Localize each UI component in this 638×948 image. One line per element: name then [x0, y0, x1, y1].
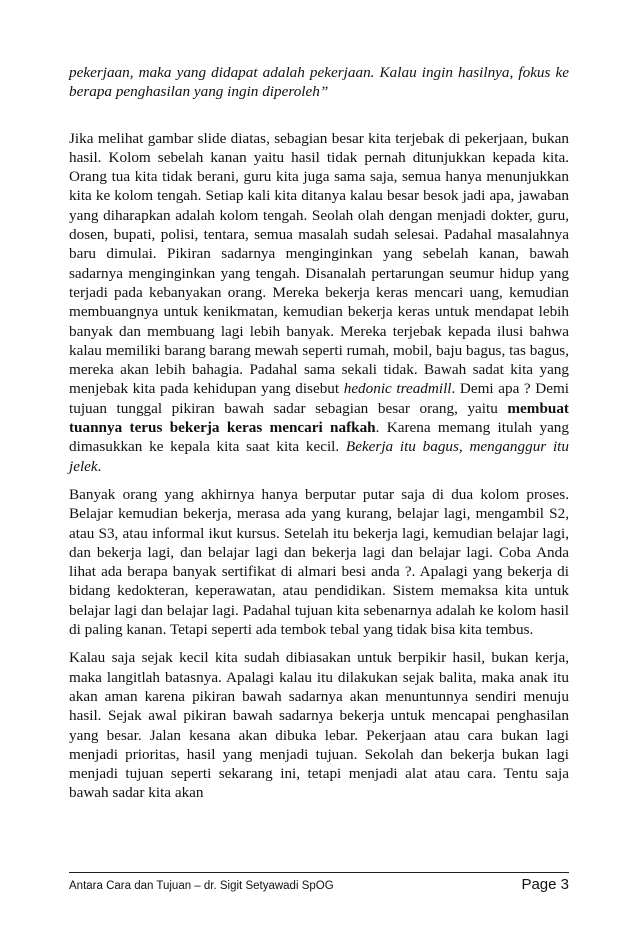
- footer-rule: [69, 872, 569, 873]
- paragraph-1: [69, 129, 569, 476]
- paragraph-1-text-d: .: [97, 457, 102, 475]
- page-number: Page 3: [521, 876, 569, 893]
- bold-phrase: membuat tuannya terus bekerja keras mencari nafkah: [69, 399, 569, 437]
- body-text: [69, 63, 569, 803]
- paragraph-1-text-a: Jika melihat gambar slide diatas, sebagian besar kita terjebak di pekerjaan, bukan hasil. Kolom sebelah kanan yaitu hasil tidak pernah ditunjukkan kepada kita. Orang tua kita tidak berani, guru kita juga sama saja, semua hanya menunjukkan kita ke kolom tengah. Setiap kali kita ditanya kalau besar besok jadi apa, jawaban yang diharapkan adalah kolom tengah. Seolah olah dengan menjadi dokter, guru, dosen, bupati, polisi, tentara, semua masalah sudah selesai. Padahal masalahnya baru dimulai. Pikiran sadarnya menginginkan yang sebelah kanan, bawah sadarnya menginginkan yang tengah. Disanalah pertarungan seumur hidup yang terjadi pada kebanyakan orang. Mereka bekerja keras mencari uang, kemudian membuangnya untuk kenikmatan, kemudian bekerja keras untuk mendapat lebih banyak dan membuang lagi lebih banyak. Mereka terjebak kepada ilusi bahwa kalau memiliki barang barang mewah seperti rumah, mobil, baju bagus, tas bagus, mereka akan lebih bahagia. Padahal sama sekali tidak. Bawah sadat kita yang menjebak kita pada kehidupan yang disebut: [69, 129, 569, 398]
- term-hedonic-treadmill: hedonic treadmill: [343, 380, 452, 398]
- italic-phrase: Bekerja itu bagus, menganggur itu jelek: [69, 438, 569, 475]
- paragraph-1-text-b: . Demi apa ? Demi tujuan tunggal pikiran bawah sadar sebagian besar orang, yaitu: [69, 380, 569, 417]
- paragraph-1-text-c: . Karena memang itulah yang dimasukkan ke kepala kita saat kita kecil.: [69, 419, 569, 456]
- paragraph-3: Kalau saja sejak kecil kita sudah dibiasakan untuk berpikir hasil, bukan kerja, maka langitlah batasnya. Apalagi kalau itu dilakukan sejak balita, maka anak itu akan aman karena pikiran bawah sadarnya akan menuntunnya sendiri menuju hasil. Sejak awal pikiran bawah sadarnya bekerja untuk mencapai penghasilan yang besar. Jalan kesana akan dibuka lebar. Pekerjaan atau cara bukan lagi menjadi prioritas, hasil yang menjadi tujuan. Sekolah dan bekerja bukan lagi menjadi tujuan seperti sekarang ini, tetapi menjadi alat atau cara. Tentu saja bawah sadar kita akan: [69, 649, 569, 802]
- quote-paragraph: pekerjaan, maka yang didapat adalah pekerjaan. Kalau ingin hasilnya, fokus ke berapa penghasilan yang ingin diperoleh”: [69, 64, 569, 101]
- paragraph-2: Banyak orang yang akhirnya hanya berputar putar saja di dua kolom proses. Belajar kemudian bekerja, merasa ada yang kurang, belajar lagi, mengambil S2, atau S3, atau informal ikut kursus. Setelah itu bekerja lagi, kemudian belajar lagi, dan bekerja lagi, dan belajar lagi dan bekerja lagi dan belajar lagi. Coba Anda lihat ada berapa banyak sertifikat di almari besi anda ?. Apalagi yang bekerja di bidang kedokteran, keperawatan, atau pendidikan. Sistem memaksa kita untuk belajar lagi dan belajar lagi. Padahal tujuan kita sebenarnya adalah ke kolom hasil di paling kanan. Tetapi seperti ada tembok tebal yang tidak bisa kita tembus.: [69, 485, 569, 639]
- footer-title: Antara Cara dan Tujuan – dr. Sigit Setyawadi SpOG: [69, 880, 334, 892]
